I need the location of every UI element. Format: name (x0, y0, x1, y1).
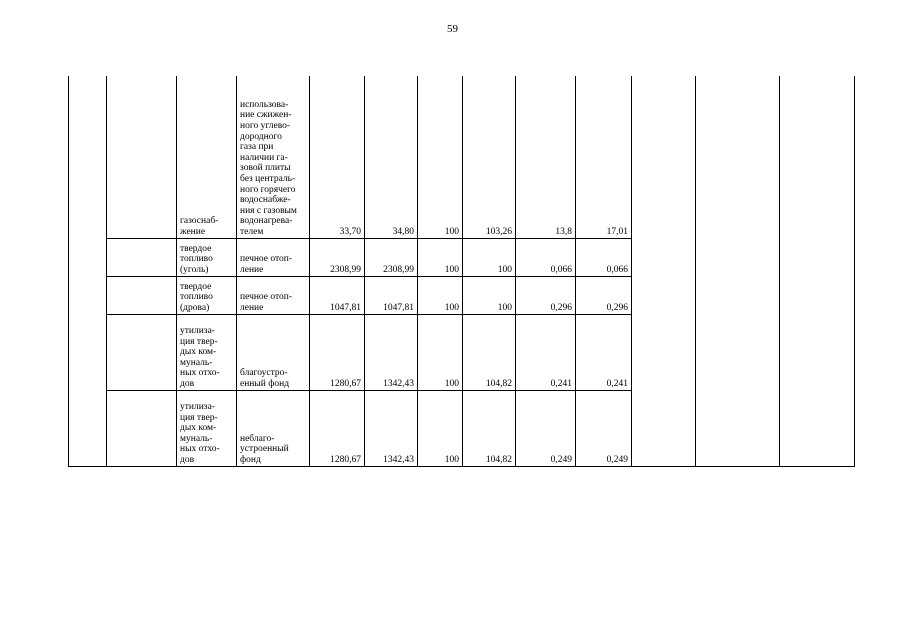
service-cell-line: дов (180, 378, 195, 389)
service-cell (177, 276, 237, 314)
description-cell-line: без централь- (240, 173, 296, 184)
service-cell-line: утилиза- (180, 401, 215, 412)
description-cell (237, 276, 310, 314)
description-cell-line: зовой плиты (240, 163, 291, 174)
service-cell-line: дых ком- (180, 347, 217, 358)
service-cell-line: ных отхо- (180, 444, 220, 455)
value-cell-v4: 100 (463, 276, 516, 314)
description-cell-line: использова- (240, 99, 289, 110)
value-cell-v3: 100 (418, 76, 463, 238)
value-cell-v1: 1280,67 (310, 390, 365, 466)
empty-cell (632, 76, 696, 238)
value-cell-v5: 0,249 (516, 390, 576, 466)
value-cell-v1: 2308,99 (310, 238, 365, 276)
value-cell-v3: 100 (418, 314, 463, 390)
empty-cell (107, 238, 177, 276)
table-row (69, 238, 855, 276)
value-cell-v2: 1047,81 (365, 276, 418, 314)
service-cell-line: ция твер- (180, 336, 218, 347)
table-row (69, 276, 855, 314)
empty-cell (107, 76, 177, 238)
description-cell-line: ние сжижен- (240, 110, 292, 121)
description-cell-line: наличии га- (240, 152, 288, 163)
value-cell-v4: 100 (463, 238, 516, 276)
service-cell (177, 390, 237, 466)
description-cell-line: фонд (240, 454, 261, 465)
service-cell-line: жение (180, 226, 206, 237)
empty-cell (780, 390, 855, 466)
value-cell-v6: 0,241 (576, 314, 632, 390)
service-cell-line: (дрова) (180, 302, 210, 313)
description-cell (237, 76, 310, 238)
table-row (69, 76, 855, 238)
service-cell (177, 238, 237, 276)
empty-cell (632, 390, 696, 466)
description-cell-line: ление (240, 264, 264, 275)
empty-cell (69, 76, 107, 238)
description-cell-line: ного горячего (240, 184, 296, 195)
value-cell-v3: 100 (418, 276, 463, 314)
description-cell-line: водонагрева- (240, 216, 293, 227)
value-cell-v6: 0,066 (576, 238, 632, 276)
service-cell-line: твердое (180, 281, 212, 292)
empty-cell (107, 276, 177, 314)
empty-cell (780, 76, 855, 238)
table-row (69, 314, 855, 390)
value-cell-v6: 0,296 (576, 276, 632, 314)
service-cell-line: твердое (180, 243, 212, 254)
empty-cell (696, 238, 780, 276)
empty-cell (780, 314, 855, 390)
empty-cell (696, 390, 780, 466)
description-cell-line: ния с газовым (240, 205, 297, 216)
empty-cell (696, 76, 780, 238)
service-cell-line: газоснаб- (180, 216, 219, 227)
value-cell-v3: 100 (418, 390, 463, 466)
description-cell-line: устроенный (240, 444, 289, 455)
empty-cell (69, 276, 107, 314)
empty-cell (780, 238, 855, 276)
description-cell-line: дородного (240, 131, 282, 142)
value-cell-v6: 17,01 (576, 76, 632, 238)
value-cell-v1: 33,70 (310, 76, 365, 238)
empty-cell (780, 276, 855, 314)
value-cell-v4: 104,82 (463, 314, 516, 390)
service-cell-line: муналь- (180, 357, 213, 368)
service-cell-line: топливо (180, 292, 213, 303)
value-cell-v2: 2308,99 (365, 238, 418, 276)
page-number: 59 (447, 23, 458, 35)
empty-cell (69, 238, 107, 276)
value-cell-v2: 1342,43 (365, 390, 418, 466)
service-cell-line: ция твер- (180, 412, 218, 423)
empty-cell (696, 314, 780, 390)
description-cell-line: ление (240, 302, 264, 313)
table-row (69, 390, 855, 466)
service-cell-line: дых ком- (180, 423, 217, 434)
description-cell (237, 314, 310, 390)
empty-cell (69, 390, 107, 466)
value-cell-v2: 34,80 (365, 76, 418, 238)
service-cell-line: ных отхо- (180, 368, 220, 379)
value-cell-v4: 104,82 (463, 390, 516, 466)
service-cell-line: утилиза- (180, 325, 215, 336)
description-cell-line: неблаго- (240, 433, 275, 444)
description-cell-line: енный фонд (240, 378, 290, 389)
value-cell-v5: 13,8 (516, 76, 576, 238)
value-cell-v3: 100 (418, 238, 463, 276)
description-cell-line: водоснабже- (240, 195, 291, 206)
value-cell-v1: 1047,81 (310, 276, 365, 314)
empty-cell (632, 276, 696, 314)
description-cell-line: телем (240, 226, 264, 237)
empty-cell (632, 314, 696, 390)
service-cell-line: дов (180, 454, 195, 465)
empty-cell (107, 314, 177, 390)
description-cell-line: печное отоп- (240, 292, 293, 303)
description-cell-line: газа при (240, 142, 274, 153)
description-cell-line: печное отоп- (240, 254, 293, 265)
empty-cell (69, 314, 107, 390)
value-cell-v6: 0,249 (576, 390, 632, 466)
service-cell-line: (уголь) (180, 264, 209, 275)
description-cell (237, 390, 310, 466)
value-cell-v5: 0,296 (516, 276, 576, 314)
service-cell-line: муналь- (180, 433, 213, 444)
empty-cell (107, 390, 177, 466)
description-cell-line: ного углево- (240, 120, 291, 131)
value-cell-v4: 103,26 (463, 76, 516, 238)
service-cell (177, 314, 237, 390)
service-cell-line: топливо (180, 254, 213, 265)
description-cell-line: благоустро- (240, 368, 288, 379)
value-cell-v1: 1280,67 (310, 314, 365, 390)
value-cell-v5: 0,066 (516, 238, 576, 276)
value-cell-v2: 1342,43 (365, 314, 418, 390)
empty-cell (632, 238, 696, 276)
service-cell (177, 76, 237, 238)
empty-cell (696, 276, 780, 314)
tariff-table (68, 76, 855, 467)
description-cell (237, 238, 310, 276)
value-cell-v5: 0,241 (516, 314, 576, 390)
